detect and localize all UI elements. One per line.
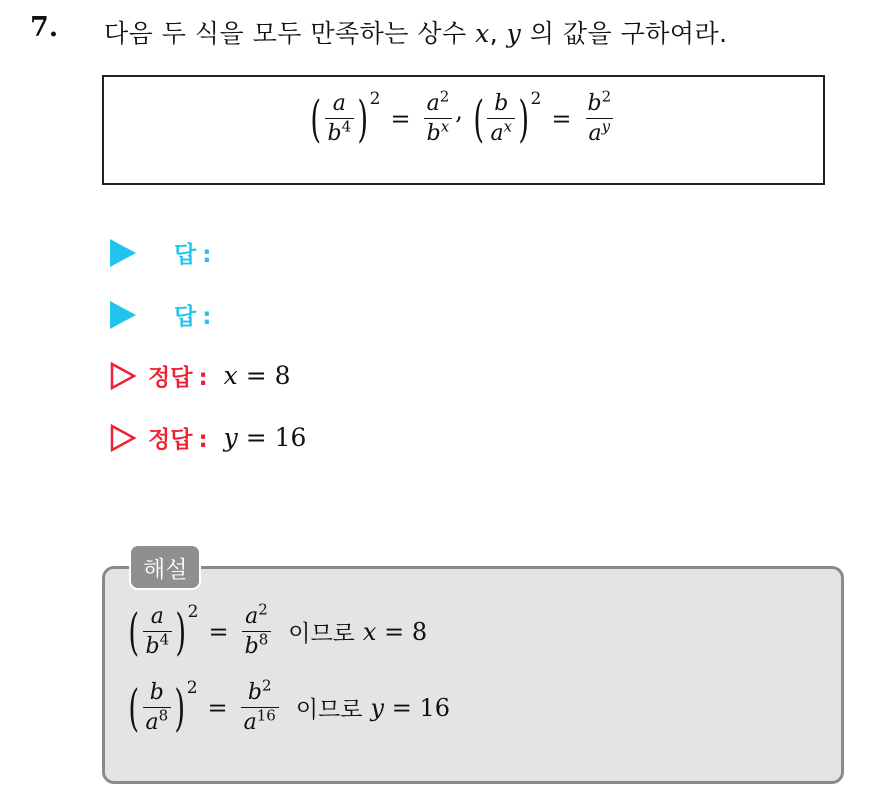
comma: ,: [489, 19, 507, 48]
answer-row-2: [110, 298, 211, 331]
explanation-tag: 해설: [129, 544, 201, 590]
correct-answer-value: x = 8: [223, 361, 291, 390]
explanation-box: [102, 566, 844, 784]
fraction: [584, 87, 614, 147]
fraction: [325, 91, 355, 147]
question-text-part: 다음 두 식을 모두 만족하는 상수: [104, 19, 476, 48]
exponent: x: [503, 117, 513, 136]
var-x: x: [475, 19, 490, 48]
fraction: $\frac{b}{a^8}$: [143, 680, 172, 736]
fraction: $\frac{a}{b^4}$: [143, 604, 173, 660]
equals-sign: =: [551, 104, 572, 133]
var-y: y: [370, 693, 385, 722]
left-paren: (: [128, 602, 140, 661]
correct-answer-row-1: [110, 359, 291, 392]
denominator: a: [490, 121, 504, 147]
var-x: x: [362, 617, 377, 646]
outer-exponent: 2: [530, 88, 542, 109]
outline-triangle-icon: [110, 362, 136, 390]
denominator: a: [588, 121, 602, 147]
numerator: a: [332, 91, 346, 116]
answer-label: 답 :: [174, 242, 212, 268]
equals-sign: =: [390, 104, 411, 133]
connector-text: 이므로: [295, 697, 363, 724]
right-paren: ): [175, 602, 187, 661]
question-text: [104, 14, 728, 50]
numerator: b: [494, 91, 509, 116]
exponent: y: [601, 117, 611, 136]
formula-box: [102, 75, 825, 185]
answer-row-1: [110, 236, 211, 269]
left-paren: (: [310, 89, 322, 148]
exponent: 2: [439, 87, 450, 106]
fraction: $\frac{b^2}{a^{16}}$: [241, 680, 279, 736]
exponent: 4: [341, 117, 352, 136]
separator: ,: [455, 96, 463, 125]
answer-label: 답 :: [174, 304, 212, 330]
explanation-line-1: [128, 600, 428, 661]
equals-sign: =: [208, 617, 229, 646]
correct-answer-label: 정답 :: [148, 427, 208, 453]
correct-answer-row-2: [110, 421, 306, 454]
correct-answer-value: y = 16: [223, 423, 307, 452]
explanation-line-2: [128, 676, 450, 737]
outer-exponent: 2: [187, 601, 199, 622]
numerator: a: [426, 91, 440, 116]
denominator: b: [327, 121, 342, 147]
outer-exponent: 2: [186, 677, 198, 698]
exponent: 2: [601, 87, 612, 106]
outline-triangle-icon: [110, 424, 136, 452]
right-paren: ): [357, 89, 369, 148]
exponent: x: [440, 117, 450, 136]
given-equations: [310, 87, 617, 148]
denominator: b: [426, 121, 441, 147]
question-number: 7.: [30, 12, 59, 43]
left-paren: (: [128, 678, 140, 737]
outer-exponent: 2: [369, 88, 381, 109]
play-triangle-icon: [110, 239, 136, 267]
fraction: $\frac{a^2}{b^8}$: [242, 604, 272, 660]
right-paren: ): [518, 89, 530, 148]
fraction: [487, 91, 515, 147]
result-value: = 8: [376, 617, 428, 646]
equals-sign: =: [207, 693, 228, 722]
numerator: b: [587, 91, 602, 116]
connector-text: 이므로: [288, 621, 355, 648]
question-text-part: 의 값을 구하여라.: [521, 19, 728, 48]
fraction: [424, 87, 453, 147]
result-value: = 16: [384, 693, 450, 722]
right-paren: ): [174, 678, 186, 737]
correct-answer-label: 정답 :: [148, 365, 208, 391]
play-triangle-icon: [110, 301, 136, 329]
left-paren: (: [473, 89, 485, 148]
var-y: y: [506, 19, 522, 48]
